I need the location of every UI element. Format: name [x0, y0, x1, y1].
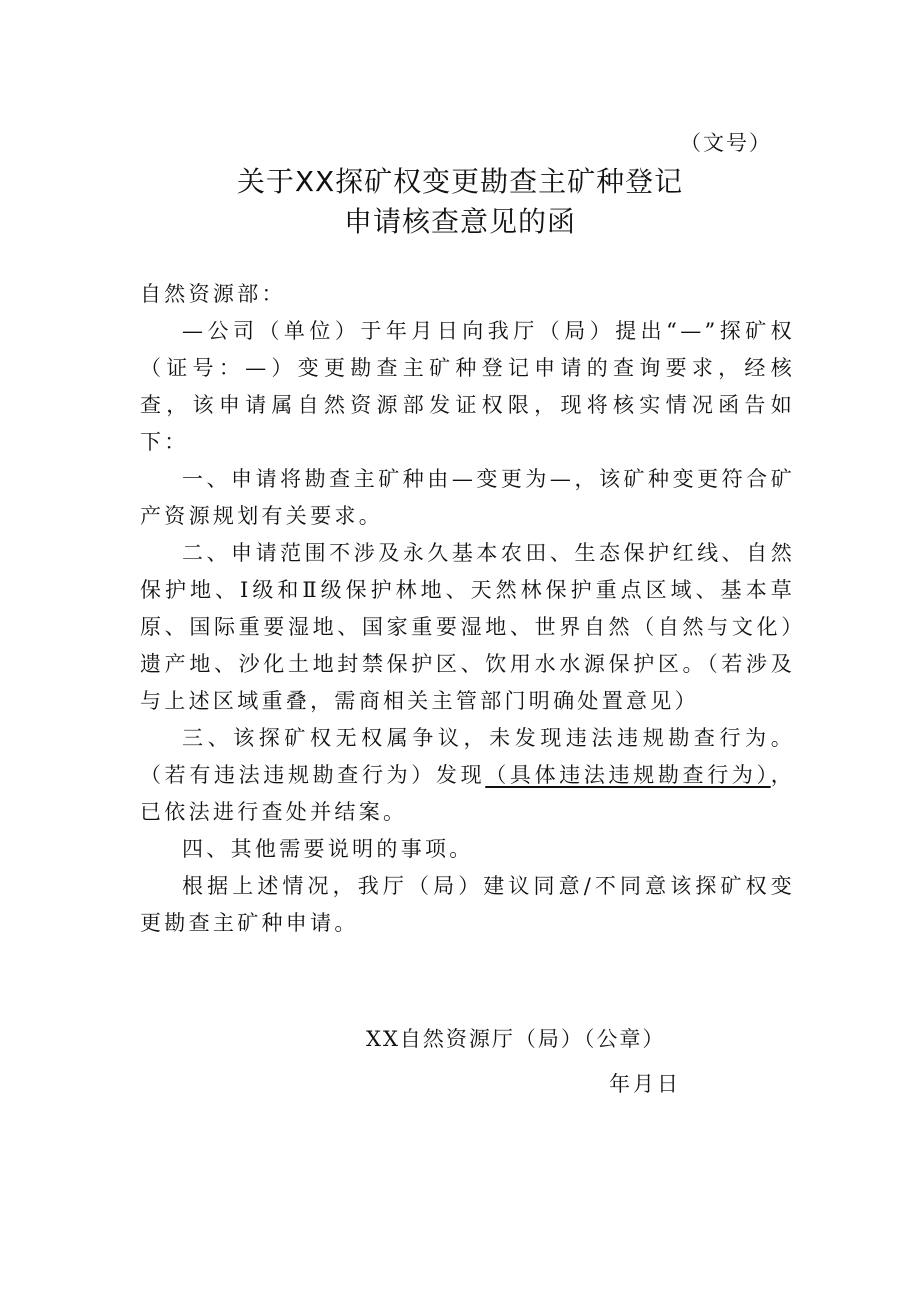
date-line: 年月日 — [609, 1072, 681, 1096]
paragraph-4: 四、其他需要说明的事项。 — [182, 837, 474, 861]
paragraph-3 — [140, 720, 795, 831]
document-body — [140, 276, 795, 942]
paragraph-3-text: 三、该探矿权无权属争议，未发现违法违规勘查行为。（若有违法违规勘查行为）发现 — [140, 726, 795, 787]
intro-paragraph: —公司（单位）于年月日向我厅（局）提出“—”探矿权（证号：—）变更勘查主矿种登记申请的查询要求，经核查，该申请属自然资源部发证权限，现将核实情况函告如下： — [140, 319, 795, 454]
paragraph-2: 二、申请范围不涉及永久基本农田、生态保护红线、自然保护地、Ⅰ级和Ⅱ级保护林地、天然林保护重点区域、基本草原、国际重要湿地、国家重要湿地、世界自然（自然与文化）遗产地、沙化土地封禁保护区、饮用水水源保护区。（若涉及与上述区域重叠，需商相关主管部门明确处置意见） — [140, 541, 795, 713]
document-number: （文号） — [680, 131, 772, 155]
recipient: 自然资源部： — [140, 282, 286, 306]
paragraph-1: 一、申请将勘查主矿种由—变更为—，该矿种变更符合矿产资源规划有关要求。 — [140, 467, 795, 528]
document-title-line-2: 申请核查意见的函 — [343, 205, 576, 238]
paragraph-3-underlined-placeholder: （具体违法违规勘查行为） — [485, 763, 771, 787]
conclusion-paragraph: 根据上述情况，我厅（局）建议同意/不同意该探矿权变更勘查主矿种申请。 — [140, 874, 795, 935]
signature-block: XX自然资源厅（局）（公章） — [366, 1027, 666, 1051]
document-title-line-1: 关于XX探矿权变更勘查主矿种登记 — [236, 165, 684, 198]
paragraph-3-text-end: ，已依法进行查处并结案。 — [140, 763, 795, 824]
